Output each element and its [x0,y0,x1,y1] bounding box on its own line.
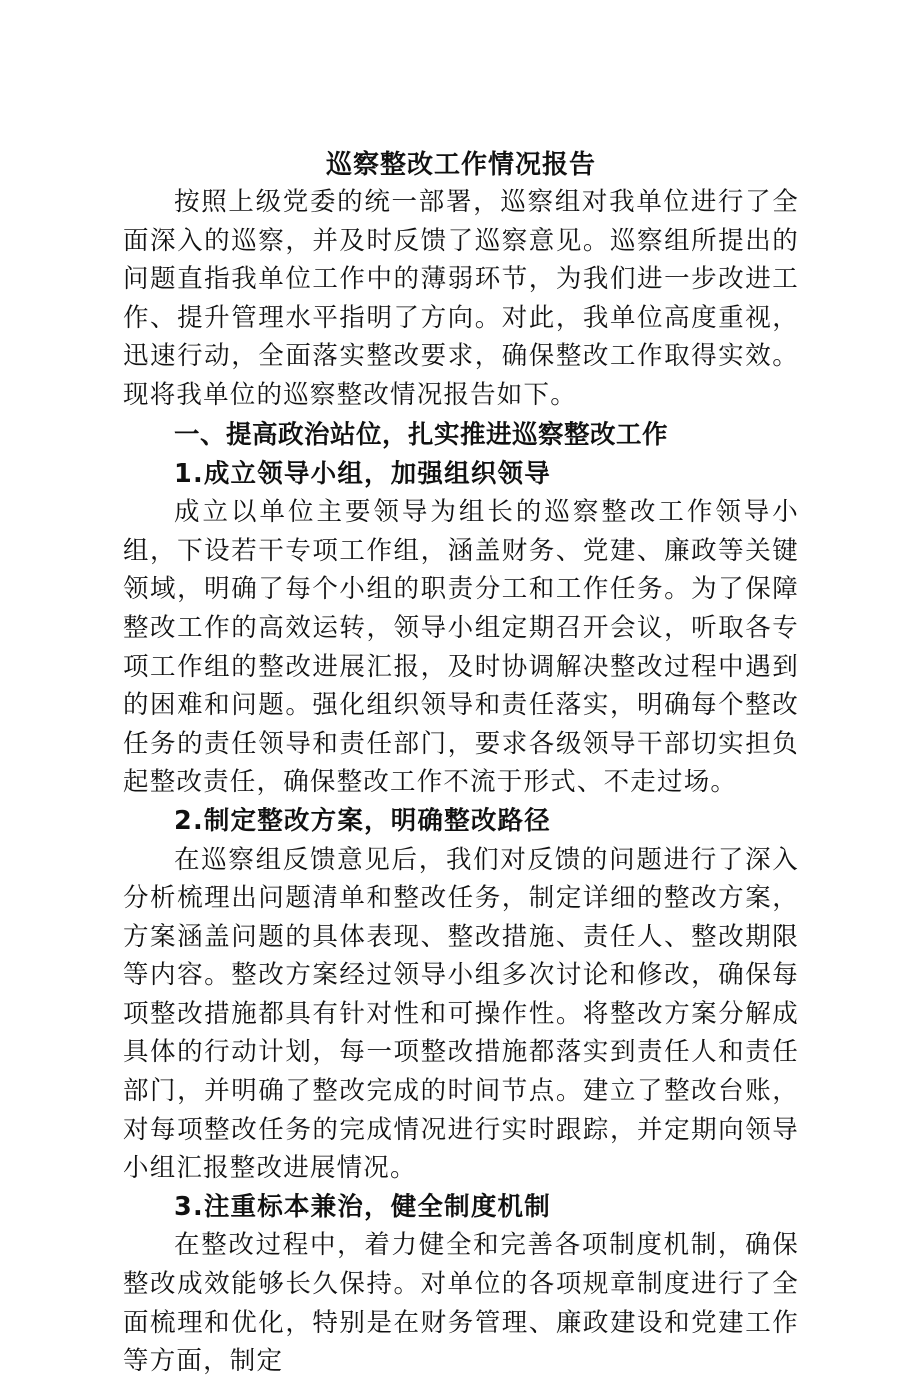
document-body [123,147,799,1381]
subsection-2-paragraph: 在巡察组反馈意见后，我们对反馈的问题进行了深入分析梳理出问题清单和整改任务，制定详细的整改方案，方案涵盖问题的具体表现、整改措施、责任人、整改期限等内容。整改方案经过领导小组多次讨论和修改，确保每项整改措施都具有针对性和可操作性。将整改方案分解成具体的行动计划，每一项整改措施都落实到责任人和责任部门，并明确了整改完成的时间节点。建立了整改台账，对每项整改任务的完成情况进行实时跟踪，并定期向领导小组汇报整改进展情况。 [123,844,799,1184]
subsection-2-heading: 2.制定整改方案，明确整改路径 [174,805,551,836]
intro-paragraph: 按照上级党委的统一部署，巡察组对我单位进行了全面深入的巡察，并及时反馈了巡察意见。巡察组所提出的问题直指我单位工作中的薄弱环节，为我们进一步改进工作、提升管理水平指明了方向。对此，我单位高度重视，迅速行动，全面落实整改要求，确保整改工作取得实效。现将我单位的巡察整改情况报告如下。 [123,187,799,410]
section-1-heading: 一、提高政治站位，扎实推进巡察整改工作 [174,419,669,450]
subsection-3-paragraph: 在整改过程中，着力健全和完善各项制度机制，确保整改成效能够长久保持。对单位的各项规章制度进行了全面梳理和优化，特别是在财务管理、廉政建设和党建工作等方面，制定 [123,1230,799,1377]
subsection-3-heading: 3.注重标本兼治，健全制度机制 [174,1191,551,1222]
document-title: 巡察整改工作情况报告 [325,150,596,180]
subsection-1-paragraph: 成立以单位主要领导为组长的巡察整改工作领导小组，下设若干专项工作组，涵盖财务、党建、廉政等关键领域，明确了每个小组的职责分工和工作任务。为了保障整改工作的高效运转，领导小组定期召开会议，听取各专项工作组的整改进展汇报，及时协调解决整改过程中遇到的困难和问题。强化组织领导和责任落实，明确每个整改任务的责任领导和责任部门，要求各级领导干部切实担负起整改责任，确保整改工作不流于形式、不走过场。 [123,497,799,798]
subsection-1-heading: 1.成立领导小组，加强组织领导 [174,458,551,489]
